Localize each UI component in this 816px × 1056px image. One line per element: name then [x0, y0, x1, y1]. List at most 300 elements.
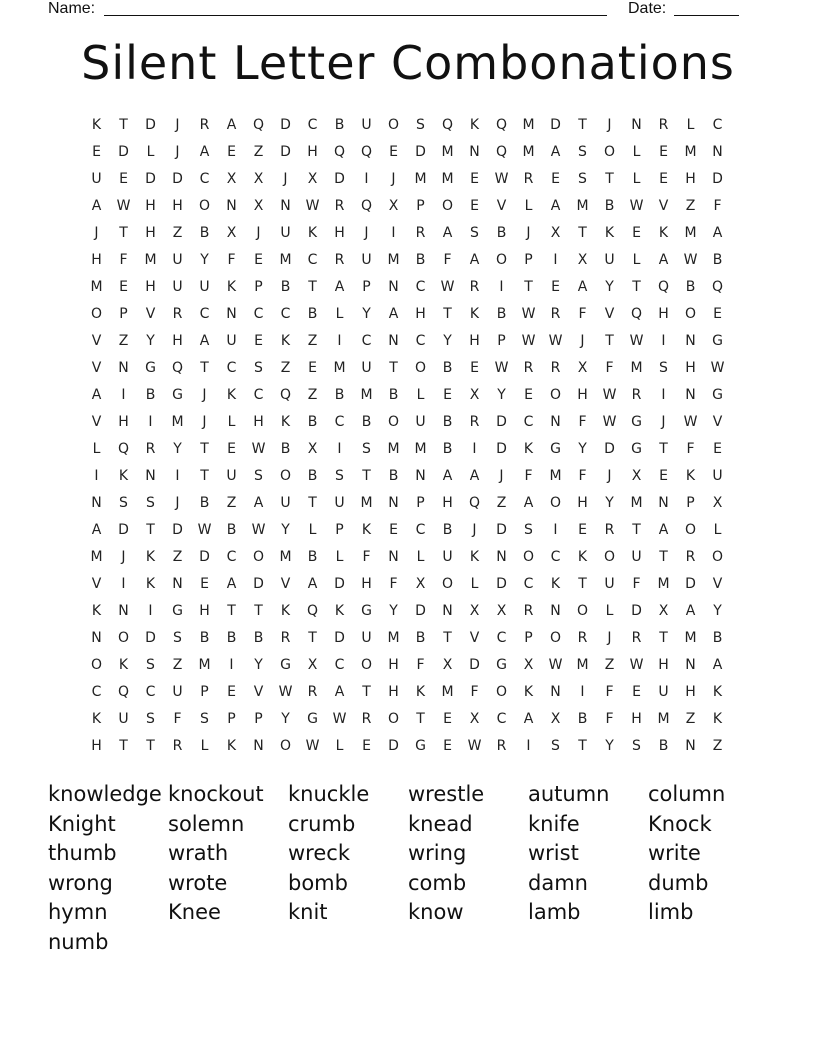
grid-letter: K: [91, 116, 102, 133]
grid-letter: J: [661, 413, 666, 430]
grid-letter: O: [387, 413, 400, 430]
grid-letter: D: [631, 602, 642, 619]
grid-letter: B: [577, 710, 588, 727]
grid-letter: R: [145, 440, 156, 457]
grid-letter: K: [280, 332, 291, 349]
grid-letter: B: [388, 386, 399, 403]
grid-letter: R: [199, 116, 210, 133]
grid-letter: S: [146, 494, 155, 511]
grid-letter: M: [657, 710, 670, 727]
grid-letter: L: [335, 737, 344, 754]
grid-letter: D: [253, 575, 264, 592]
grid-letter: D: [685, 575, 696, 592]
grid-letter: M: [441, 170, 454, 187]
grid-letter: U: [226, 467, 237, 484]
grid-letter: H: [415, 305, 426, 322]
grid-letter: K: [523, 683, 534, 700]
grid-letter: H: [685, 170, 696, 187]
word-bank-item: knuckle: [288, 782, 370, 806]
word-bank-item: wrong: [48, 870, 113, 895]
grid-letter: J: [607, 629, 612, 646]
grid-letter: C: [280, 305, 291, 322]
grid-letter: S: [578, 170, 587, 187]
grid-letter: K: [145, 575, 156, 592]
grid-letter: B: [226, 521, 237, 538]
word-bank-item: limb: [648, 900, 694, 925]
grid-letter: D: [118, 521, 129, 538]
grid-letter: H: [469, 332, 480, 349]
grid-letter: X: [226, 170, 237, 187]
grid-letter: L: [524, 197, 533, 214]
grid-letter: A: [712, 224, 723, 241]
grid-letter: Y: [200, 251, 209, 268]
grid-letter: J: [283, 170, 288, 187]
grid-letter: H: [91, 251, 102, 268]
grid-letter: G: [631, 413, 642, 430]
grid-letter: E: [362, 737, 371, 754]
grid-letter: Y: [605, 737, 614, 754]
grid-letter: L: [416, 548, 425, 565]
grid-letter: O: [495, 251, 508, 268]
grid-letter: Q: [117, 683, 130, 700]
grid-letter: K: [91, 602, 102, 619]
grid-letter: H: [172, 332, 183, 349]
grid-letter: E: [632, 224, 641, 241]
grid-letter: W: [521, 332, 536, 349]
grid-letter: U: [631, 548, 642, 565]
grid-letter: N: [685, 332, 696, 349]
grid-letter: Z: [253, 143, 264, 160]
grid-letter: P: [119, 305, 128, 322]
grid-letter: N: [550, 413, 561, 430]
grid-letter: A: [685, 602, 696, 619]
grid-letter: A: [469, 251, 480, 268]
grid-letter: O: [522, 548, 535, 565]
word-bank-item: wring: [408, 841, 467, 866]
grid-letter: V: [91, 575, 102, 592]
grid-letter: H: [388, 683, 399, 700]
grid-letter: X: [523, 656, 534, 673]
grid-letter: C: [199, 305, 210, 322]
grid-letter: Q: [360, 143, 373, 160]
grid-letter: N: [442, 602, 453, 619]
grid-letter: A: [91, 521, 102, 538]
grid-letter: D: [415, 143, 426, 160]
grid-letter: J: [94, 224, 99, 241]
grid-letter: D: [118, 143, 129, 160]
grid-letter: Q: [360, 197, 373, 214]
grid-letter: G: [712, 332, 723, 349]
grid-letter: X: [226, 224, 237, 241]
word-bank-item: damn: [528, 870, 588, 895]
grid-letter: N: [145, 467, 156, 484]
grid-letter: B: [226, 629, 237, 646]
grid-letter: P: [524, 629, 533, 646]
grid-letter: K: [712, 710, 723, 727]
grid-letter: I: [148, 413, 153, 430]
word-bank-item: write: [648, 841, 701, 866]
grid-letter: E: [659, 170, 668, 187]
grid-letter: Q: [117, 440, 130, 457]
grid-letter: K: [712, 683, 723, 700]
word-bank-item: numb: [48, 929, 109, 954]
grid-letter: M: [630, 494, 643, 511]
grid-letter: T: [308, 629, 317, 646]
grid-letter: M: [333, 359, 346, 376]
grid-letter: K: [361, 521, 372, 538]
grid-letter: H: [91, 737, 102, 754]
word-bank-item: solemn: [168, 811, 245, 836]
grid-letter: S: [254, 359, 263, 376]
grid-letter: E: [389, 143, 398, 160]
grid-letter: R: [172, 737, 183, 754]
grid-letter: V: [496, 197, 507, 214]
grid-letter: D: [415, 602, 426, 619]
grid-letter: H: [361, 575, 372, 592]
grid-letter: O: [387, 116, 400, 133]
grid-letter: B: [496, 224, 507, 241]
grid-letter: C: [226, 359, 237, 376]
word-bank-item: knockout: [168, 782, 264, 806]
grid-letter: I: [148, 602, 153, 619]
grid-letter: L: [92, 440, 101, 457]
grid-letter: X: [469, 386, 480, 403]
grid-letter: T: [578, 116, 587, 133]
grid-letter: E: [254, 251, 263, 268]
grid-letter: H: [145, 278, 156, 295]
grid-letter: T: [389, 359, 398, 376]
grid-letter: Q: [711, 278, 724, 295]
grid-letter: G: [415, 737, 426, 754]
grid-letter: S: [119, 494, 128, 511]
grid-letter: O: [603, 548, 616, 565]
grid-letter: A: [442, 224, 453, 241]
grid-letter: P: [200, 683, 209, 700]
grid-letter: P: [497, 332, 506, 349]
grid-letter: H: [118, 413, 129, 430]
grid-letter: K: [118, 656, 129, 673]
grid-letter: C: [145, 683, 156, 700]
grid-letter: J: [391, 170, 396, 187]
grid-letter: T: [227, 602, 236, 619]
grid-letter: K: [118, 467, 129, 484]
grid-letter: R: [469, 413, 480, 430]
grid-letter: O: [360, 656, 373, 673]
grid-letter: R: [631, 386, 642, 403]
grid-letter: A: [469, 467, 480, 484]
grid-letter: O: [549, 629, 562, 646]
grid-letter: G: [307, 710, 318, 727]
grid-letter: U: [658, 683, 669, 700]
grid-letter: Z: [307, 332, 318, 349]
grid-letter: T: [119, 224, 128, 241]
grid-letter: Q: [495, 143, 508, 160]
grid-letter: C: [496, 710, 507, 727]
grid-letter: M: [387, 629, 400, 646]
grid-letter: E: [227, 683, 236, 700]
grid-letter: D: [496, 521, 507, 538]
grid-letter: I: [175, 467, 180, 484]
grid-letter: H: [145, 197, 156, 214]
grid-letter: W: [683, 251, 698, 268]
grid-letter: W: [710, 359, 725, 376]
grid-letter: W: [467, 737, 482, 754]
grid-letter: I: [553, 251, 558, 268]
grid-letter: G: [712, 386, 723, 403]
grid-letter: U: [280, 494, 291, 511]
grid-letter: N: [631, 116, 642, 133]
grid-letter: C: [307, 251, 318, 268]
name-label: Name:: [48, 0, 96, 17]
grid-letter: M: [441, 683, 454, 700]
grid-letter: X: [253, 197, 264, 214]
grid-letter: M: [630, 359, 643, 376]
grid-letter: K: [91, 710, 102, 727]
grid-letter: N: [550, 683, 561, 700]
grid-letter: C: [415, 332, 426, 349]
grid-letter: A: [334, 683, 345, 700]
word-bank-item: Knee: [168, 900, 221, 925]
grid-letter: L: [686, 116, 695, 133]
grid-letter: I: [121, 386, 126, 403]
grid-letter: L: [227, 413, 236, 430]
grid-letter: W: [116, 197, 131, 214]
grid-letter: N: [226, 197, 237, 214]
grid-letter: C: [496, 629, 507, 646]
grid-letter: J: [202, 386, 207, 403]
grid-letter: D: [550, 116, 561, 133]
grid-letter: Q: [306, 602, 319, 619]
grid-letter: W: [440, 278, 455, 295]
grid-letter: R: [604, 521, 615, 538]
grid-letter: P: [416, 494, 425, 511]
grid-letter: B: [442, 521, 453, 538]
grid-letter: Y: [281, 710, 290, 727]
grid-letter: K: [226, 737, 237, 754]
grid-letter: Q: [441, 116, 454, 133]
grid-letter: E: [632, 683, 641, 700]
grid-letter: Z: [172, 656, 183, 673]
grid-letter: I: [337, 332, 342, 349]
grid-letter: W: [602, 386, 617, 403]
grid-letter: G: [631, 440, 642, 457]
grid-letter: N: [118, 602, 129, 619]
grid-letter: E: [119, 278, 128, 295]
grid-letter: Y: [146, 332, 155, 349]
grid-letter: V: [658, 197, 669, 214]
grid-letter: K: [550, 575, 561, 592]
grid-letter: K: [604, 224, 615, 241]
grid-letter: Z: [280, 359, 291, 376]
word-bank-item: wrath: [168, 841, 229, 866]
grid-letter: X: [550, 224, 561, 241]
grid-letter: D: [496, 575, 507, 592]
grid-letter: F: [632, 575, 641, 592]
grid-letter: D: [496, 413, 507, 430]
grid-letter: I: [553, 521, 558, 538]
grid-letter: E: [443, 386, 452, 403]
grid-letter: N: [253, 737, 264, 754]
grid-letter: F: [578, 467, 587, 484]
grid-letter: L: [416, 386, 425, 403]
grid-letter: A: [253, 494, 264, 511]
grid-letter: J: [175, 116, 180, 133]
grid-letter: O: [576, 602, 589, 619]
grid-letter: H: [145, 224, 156, 241]
grid-letter: Z: [172, 548, 183, 565]
grid-letter: J: [607, 116, 612, 133]
grid-letter: E: [119, 170, 128, 187]
grid-letter: H: [631, 710, 642, 727]
grid-letter: Q: [468, 494, 481, 511]
grid-letter: X: [307, 170, 318, 187]
grid-letter: M: [684, 629, 697, 646]
grid-letter: U: [361, 116, 372, 133]
grid-letter: K: [226, 386, 237, 403]
grid-letter: C: [712, 116, 723, 133]
grid-letter: Z: [496, 494, 507, 511]
grid-letter: A: [523, 494, 534, 511]
grid-letter: G: [550, 440, 561, 457]
grid-letter: B: [307, 467, 318, 484]
grid-letter: U: [604, 575, 615, 592]
grid-letter: E: [713, 440, 722, 457]
grid-letter: M: [360, 386, 373, 403]
grid-letter: S: [578, 143, 587, 160]
grid-letter: O: [441, 575, 454, 592]
grid-letter: N: [91, 494, 102, 511]
grid-letter: X: [577, 251, 588, 268]
grid-letter: B: [442, 413, 453, 430]
grid-letter: J: [121, 548, 126, 565]
word-bank-item: comb: [408, 870, 467, 895]
grid-letter: B: [145, 386, 156, 403]
grid-letter: M: [549, 467, 562, 484]
grid-letter: K: [145, 548, 156, 565]
grid-letter: Z: [604, 656, 615, 673]
grid-letter: E: [470, 170, 479, 187]
grid-letter: R: [361, 710, 372, 727]
word-bank-item: wrote: [168, 870, 228, 895]
grid-letter: J: [526, 224, 531, 241]
grid-letter: L: [605, 602, 614, 619]
grid-letter: H: [172, 197, 183, 214]
grid-letter: C: [334, 413, 345, 430]
grid-letter: V: [712, 575, 723, 592]
grid-letter: B: [712, 629, 723, 646]
grid-letter: L: [200, 737, 209, 754]
grid-letter: D: [145, 629, 156, 646]
grid-letter: X: [658, 602, 669, 619]
grid-letter: O: [549, 386, 562, 403]
grid-letter: Y: [605, 494, 614, 511]
grid-letter: E: [254, 332, 263, 349]
grid-letter: Q: [657, 278, 670, 295]
grid-letter: M: [414, 170, 427, 187]
grid-letter: J: [175, 143, 180, 160]
grid-letter: V: [604, 305, 615, 322]
grid-letter: K: [469, 305, 480, 322]
grid-letter: T: [308, 494, 317, 511]
grid-letter: H: [577, 494, 588, 511]
grid-letter: I: [94, 467, 99, 484]
grid-letter: W: [251, 521, 266, 538]
grid-letter: R: [334, 197, 345, 214]
grid-letter: E: [389, 521, 398, 538]
grid-letter: A: [199, 332, 210, 349]
grid-letter: F: [605, 359, 614, 376]
grid-letter: D: [199, 548, 210, 565]
grid-letter: W: [251, 440, 266, 457]
grid-letter: R: [523, 602, 534, 619]
grid-letter: M: [279, 548, 292, 565]
grid-letter: T: [443, 629, 452, 646]
grid-letter: R: [658, 116, 669, 133]
word-bank-item: thumb: [48, 841, 117, 866]
grid-letter: S: [200, 710, 209, 727]
grid-letter: U: [361, 359, 372, 376]
grid-letter: J: [607, 467, 612, 484]
grid-letter: T: [146, 521, 155, 538]
grid-letter: I: [472, 440, 477, 457]
grid-letter: R: [415, 224, 426, 241]
grid-letter: H: [685, 359, 696, 376]
grid-letter: G: [172, 602, 183, 619]
word-bank-item: autumn: [528, 782, 610, 806]
grid-letter: W: [683, 413, 698, 430]
grid-letter: T: [119, 116, 128, 133]
grid-letter: B: [307, 413, 318, 430]
grid-letter: B: [496, 305, 507, 322]
word-bank-item: wrist: [528, 841, 579, 866]
grid-letter: B: [415, 629, 426, 646]
grid-letter: I: [580, 683, 585, 700]
grid-letter: A: [226, 575, 237, 592]
grid-letter: T: [443, 305, 452, 322]
word-bank-item: lamb: [528, 900, 581, 925]
grid-letter: U: [415, 413, 426, 430]
grid-letter: J: [202, 413, 207, 430]
grid-letter: W: [548, 656, 563, 673]
grid-letter: E: [551, 278, 560, 295]
grid-letter: T: [659, 629, 668, 646]
grid-letter: W: [548, 332, 563, 349]
grid-letter: T: [119, 737, 128, 754]
grid-letter: B: [442, 440, 453, 457]
grid-letter: P: [254, 278, 263, 295]
grid-letter: L: [632, 143, 641, 160]
word-bank-item: knife: [528, 811, 580, 836]
grid-letter: F: [605, 710, 614, 727]
word-bank-item: know: [408, 900, 464, 925]
grid-letter: E: [551, 170, 560, 187]
grid-letter: V: [91, 413, 102, 430]
grid-letter: E: [578, 521, 587, 538]
grid-letter: H: [685, 683, 696, 700]
grid-letter: U: [712, 467, 723, 484]
grid-letter: G: [496, 656, 507, 673]
grid-letter: E: [443, 737, 452, 754]
grid-letter: O: [279, 737, 292, 754]
word-bank-item: Knight: [48, 811, 116, 836]
grid-letter: E: [200, 575, 209, 592]
grid-letter: C: [307, 116, 318, 133]
grid-letter: O: [117, 629, 130, 646]
grid-letter: B: [253, 629, 264, 646]
grid-letter: M: [522, 116, 535, 133]
grid-letter: R: [577, 629, 588, 646]
grid-letter: E: [308, 359, 317, 376]
